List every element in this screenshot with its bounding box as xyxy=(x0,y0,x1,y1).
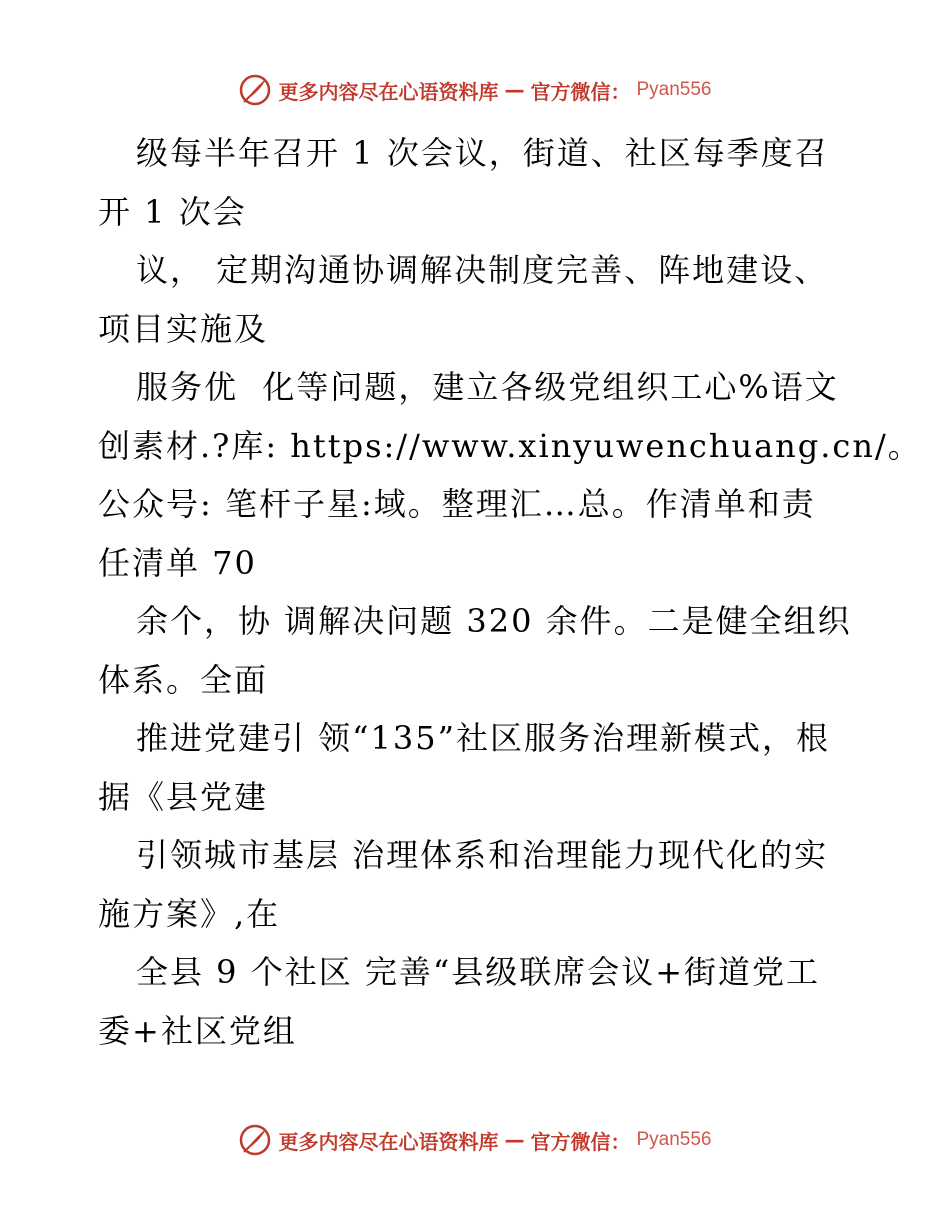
watermark-dash: — xyxy=(504,1128,525,1152)
text-line: 引领城市基层 治理体系和治理能力现代化的实 xyxy=(136,836,829,874)
text-line: 议， 定期沟通协调解决制度完善、阵地建设、 xyxy=(136,251,829,289)
quill-pen-logo-icon xyxy=(238,1123,272,1157)
quill-pen-logo-icon xyxy=(238,73,272,107)
text-line: 余个，协 调解决问题 320 余件。二是健全组织 xyxy=(136,602,852,640)
text-line: 全县 9 个社区 完善“县级联席会议+街道党工 xyxy=(136,953,821,991)
text-line: 推进党建引 领“135”社区服务治理新模式，根 xyxy=(136,719,830,757)
text-line: 项目实施及 xyxy=(98,309,269,348)
text-line: 开 1 次会 xyxy=(98,192,247,231)
watermark-wechat-id: Pyan556 xyxy=(636,79,712,100)
text-line: 公众号: 笔杆子星:域。整理汇…总。作清单和责 xyxy=(98,485,816,523)
text-line: 体系。全面 xyxy=(98,660,269,699)
watermark-wechat-label: 官方微信： xyxy=(530,79,631,104)
watermark-site-text: 更多内容尽在心语资料库 xyxy=(278,1129,499,1154)
text-line: 服务优 化等问题，建立各级党组织工心%语文 xyxy=(136,368,839,406)
watermark-wechat-id: Pyan556 xyxy=(636,1129,712,1150)
watermark-site-text: 更多内容尽在心语资料库 xyxy=(278,79,499,104)
watermark-dash: — xyxy=(504,78,525,102)
text-line: 创素材.?库: https://www.xinyuwenchuang.cn/。 xyxy=(98,426,922,465)
text-line: 委+社区党组 xyxy=(98,1011,297,1050)
document-body xyxy=(98,124,922,1060)
text-line: 任清单 70 xyxy=(98,543,257,582)
footer-watermark xyxy=(0,1120,950,1160)
text-line: 级每半年召开 1 次会议，街道、社区每季度召 xyxy=(136,134,829,172)
header-watermark xyxy=(0,70,950,110)
text-line: 施方案》,在 xyxy=(98,894,281,933)
watermark-wechat-label: 官方微信： xyxy=(530,1129,631,1154)
text-line: 据《县党建 xyxy=(98,777,269,816)
